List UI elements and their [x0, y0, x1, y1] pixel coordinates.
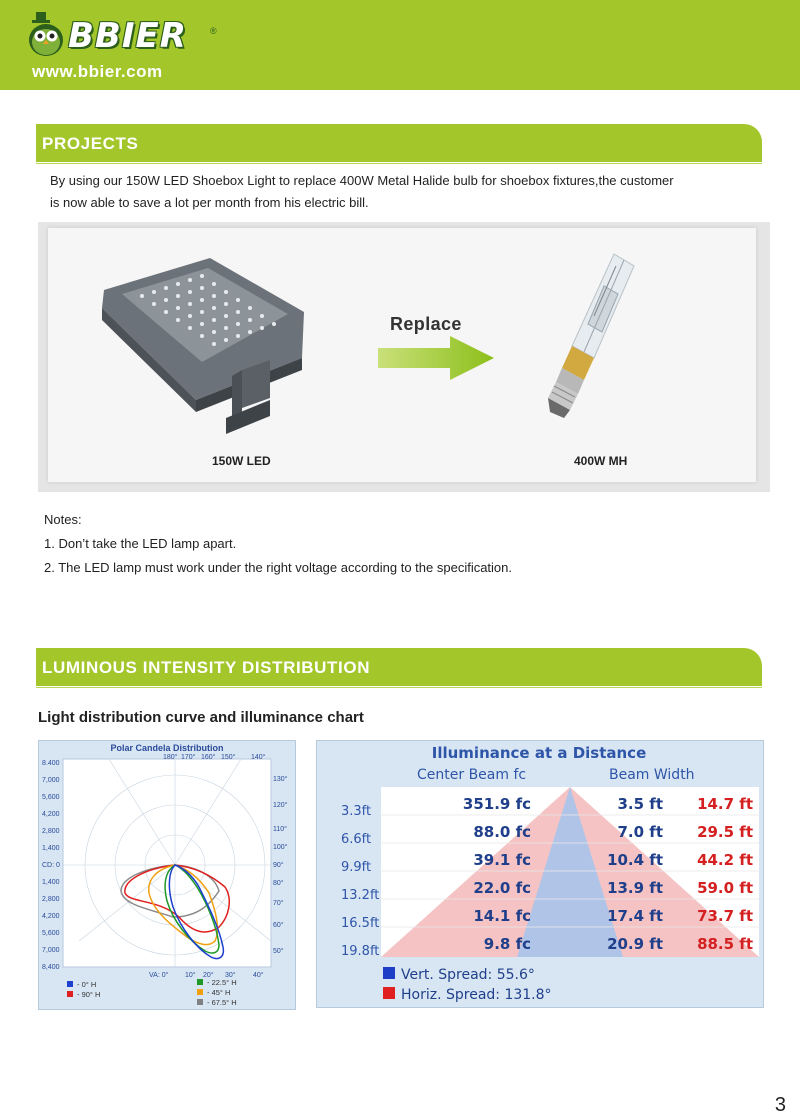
registered-mark: ®: [210, 26, 217, 36]
intro-line-2: is now able to save a lot per month from his electric bill.: [50, 195, 369, 210]
luminous-section-header: [36, 648, 762, 686]
polar-right-angle: 50°: [273, 948, 284, 955]
legend-swatch-0h: [67, 981, 73, 987]
legend-label: - 90° H: [77, 990, 101, 999]
illum-vert-width: 7.0 ft: [617, 823, 663, 841]
polar-left-scale: 8.400: [42, 760, 60, 767]
polar-bottom-angle: 20°: [203, 972, 214, 979]
website-url[interactable]: www.bbier.com: [32, 62, 163, 81]
polar-left-scale: CD: 0: [42, 862, 60, 869]
note-item: 1. Don’t take the LED lamp apart.: [44, 536, 237, 551]
polar-right-angle: 130°: [273, 776, 288, 783]
illum-title: Illuminance at a Distance: [431, 744, 647, 762]
note-item: 2. The LED lamp must work under the right voltage according to the specification.: [44, 560, 513, 575]
projects-section-header: [36, 124, 762, 162]
replace-arrow-icon: [378, 336, 502, 380]
projects-title: PROJECTS: [42, 134, 139, 153]
notes-heading: Notes:: [44, 512, 82, 527]
luminous-title: LUMINOUS INTENSITY DISTRIBUTION: [42, 658, 371, 677]
legend-swatch-90h: [67, 991, 73, 997]
horiz-spread-swatch: [383, 987, 395, 999]
legend-swatch-67-5h: [197, 999, 203, 1005]
illum-distance: 9.9ft: [341, 860, 372, 875]
logo-text: BBIER: [68, 16, 187, 56]
vert-spread-swatch: [383, 967, 395, 979]
polar-left-scale: 4,200: [42, 913, 60, 920]
intro-line-1: By using our 150W LED Shoebox Light to replace 400W Metal Halide bulb for shoebox fixtures,the customer: [50, 173, 674, 188]
legend-swatch-22-5h: [197, 979, 203, 985]
illum-fc: 39.1 fc: [473, 851, 531, 869]
illum-col-width: Beam Width: [609, 767, 695, 783]
legend-label: - 45° H: [207, 988, 231, 997]
illum-vert-width: 3.5 ft: [617, 795, 663, 813]
comparison-image-box: [38, 222, 770, 492]
owl-mascot-icon: [26, 10, 72, 60]
polar-right-angle: 80°: [273, 880, 284, 887]
legend-label: - 67.5° H: [207, 998, 237, 1007]
polar-bottom-angle: 30°: [225, 972, 236, 979]
polar-left-scale: 7,000: [42, 947, 60, 954]
header-banner: [0, 0, 800, 90]
polar-right-angle: 100°: [273, 844, 288, 851]
polar-left-scale: 2,800: [42, 828, 60, 835]
polar-left-scale: 5,600: [42, 930, 60, 937]
replace-label: Replace: [390, 314, 462, 334]
illum-fc: 9.8 fc: [483, 935, 531, 953]
comparison-image-inner: [48, 228, 756, 482]
illum-horiz-width: 59.0 ft: [697, 879, 753, 897]
polar-left-scale: 5,600: [42, 794, 60, 801]
polar-top-angle: 170°: [181, 754, 196, 761]
legend-label: - 0° H: [77, 980, 97, 989]
logo[interactable]: [26, 10, 217, 60]
polar-top-angle: 150°: [221, 754, 236, 761]
polar-right-angle: 70°: [273, 900, 284, 907]
illum-distance: 3.3ft: [341, 804, 372, 819]
legend-swatch-45h: [197, 989, 203, 995]
polar-bottom-angle: 10°: [185, 972, 196, 979]
led-caption: 150W LED: [212, 454, 271, 468]
chart-subtitle: Light distribution curve and illuminance chart: [38, 709, 364, 726]
illum-horiz-width: 88.5 ft: [697, 935, 753, 953]
projects-intro: [50, 170, 760, 214]
illum-horiz-width: 44.2 ft: [697, 851, 753, 869]
illum-fc: 14.1 fc: [473, 907, 531, 925]
illum-fc: 88.0 fc: [473, 823, 531, 841]
illuminance-chart: [317, 741, 765, 1009]
illum-col-center: Center Beam fc: [417, 767, 527, 783]
illum-horiz-width: 73.7 ft: [697, 907, 753, 925]
polar-right-angle: 60°: [273, 922, 284, 929]
polar-right-angle: 120°: [273, 802, 288, 809]
polar-left-scale: 1,400: [42, 845, 60, 852]
notes-block: [44, 508, 512, 580]
horiz-spread-label: Horiz. Spread: 131.8°: [401, 987, 552, 1003]
led-shoebox-light-image: [92, 250, 322, 440]
illum-horiz-width: 29.5 ft: [697, 823, 753, 841]
illum-distance: 6.6ft: [341, 832, 372, 847]
illum-distance: 13.2ft: [341, 888, 380, 903]
polar-candela-chart: [39, 741, 297, 1011]
polar-top-angle: 140°: [251, 754, 266, 761]
illum-fc: 351.9 fc: [462, 795, 531, 813]
polar-bottom-angle: 40°: [253, 972, 264, 979]
illum-distance: 19.8ft: [341, 944, 380, 959]
illum-vert-width: 10.4 ft: [607, 851, 663, 869]
polar-left-scale: 8,400: [42, 964, 60, 971]
polar-title: Polar Candela Distribution: [110, 743, 224, 753]
illuminance-panel: [316, 740, 764, 1008]
illum-vert-width: 17.4 ft: [607, 907, 663, 925]
legend-label: - 22.5° H: [207, 978, 237, 987]
vert-spread-label: Vert. Spread: 55.6°: [401, 967, 535, 983]
page-number: 3: [774, 1094, 786, 1114]
polar-candela-panel: [38, 740, 296, 1010]
metal-halide-bulb-image: [544, 246, 654, 426]
illum-horiz-width: 14.7 ft: [697, 795, 753, 813]
polar-left-scale: 4,200: [42, 811, 60, 818]
illum-vert-width: 20.9 ft: [607, 935, 663, 953]
mh-caption: 400W MH: [574, 454, 628, 468]
illum-fc: 22.0 fc: [473, 879, 531, 897]
polar-left-scale: 1,400: [42, 879, 60, 886]
polar-top-angle: 160°: [201, 754, 216, 761]
polar-top-angle: 180°: [163, 754, 178, 761]
polar-bottom-angle: VA: 0°: [149, 972, 169, 979]
illum-distance: 16.5ft: [341, 916, 380, 931]
illum-vert-width: 13.9 ft: [607, 879, 663, 897]
polar-left-scale: 2,800: [42, 896, 60, 903]
polar-right-angle: 90°: [273, 862, 284, 869]
polar-left-scale: 7,000: [42, 777, 60, 784]
polar-right-angle: 110°: [273, 826, 287, 833]
